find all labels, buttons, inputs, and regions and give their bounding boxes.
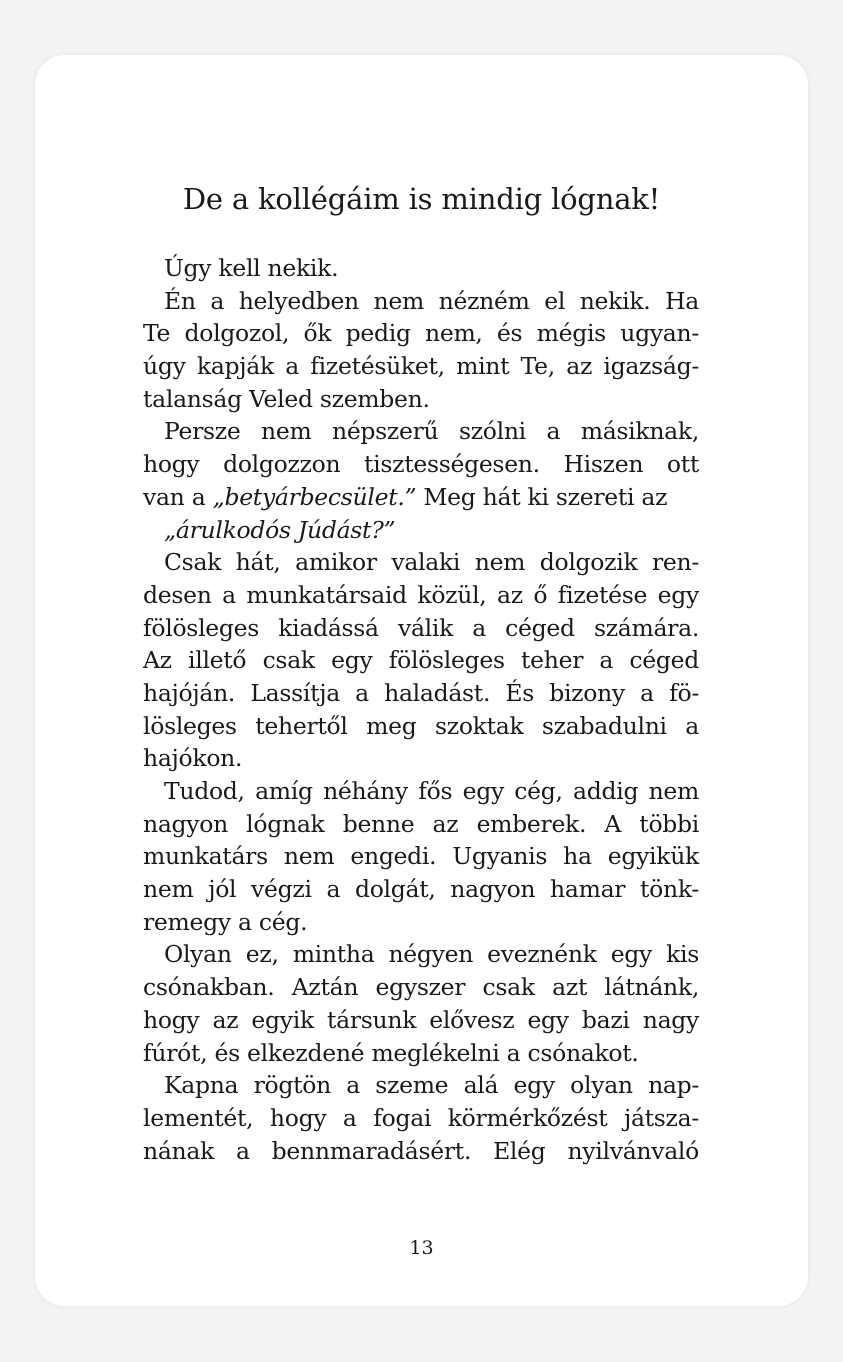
text-line: lösleges tehertől meg szoktak szabadulni a bbox=[143, 711, 699, 740]
text-line: Persze nem népszerű szólni a másiknak, bbox=[164, 417, 699, 446]
text-line: lementét, hogy a fogai körmérkőzést játsza- bbox=[143, 1103, 699, 1132]
text-line: fúrót, és elkezdené meglékelni a csónakot. bbox=[143, 1038, 639, 1067]
text-line: nem jól végzi a dolgát, nagyon hamar tönk- bbox=[143, 875, 699, 904]
text-line: Csak hát, amikor valaki nem dolgozik ren- bbox=[164, 548, 699, 577]
text-line: úgy kapják a fizetésüket, mint Te, az igazság- bbox=[143, 352, 699, 381]
text-line: Kapna rögtön a szeme alá egy olyan nap- bbox=[164, 1071, 699, 1100]
body-text bbox=[143, 252, 699, 1167]
text-line: Én a helyedben nem nézném el nekik. Ha bbox=[164, 286, 699, 315]
text-line: csónakban. Aztán egyszer csak azt látnánk, bbox=[143, 973, 699, 1002]
text-line: nának a bennmaradásért. Elég nyilvánvaló bbox=[143, 1136, 699, 1165]
text-line: Olyan ez, mintha négyen eveznénk egy kis bbox=[164, 940, 699, 969]
text-line: nagyon lógnak benne az emberek. A többi bbox=[143, 809, 699, 838]
quoted-term: „árulkodós Júdást?” bbox=[164, 515, 396, 544]
text-segment: van a bbox=[143, 482, 213, 511]
page-number: 13 bbox=[409, 1237, 434, 1259]
text-segment: Meg hát ki szereti az bbox=[416, 482, 668, 511]
text-line: Úgy kell nekik. bbox=[164, 254, 339, 282]
text-line: Te dolgozol, ők pedig nem, és mégis ugyan- bbox=[143, 319, 699, 348]
text-line: fölösleges kiadássá válik a céged számára. bbox=[143, 613, 699, 642]
text-line: remegy a cég. bbox=[143, 907, 308, 936]
text-line: hajókon. bbox=[143, 744, 243, 773]
text-line: hajóján. Lassítja a haladást. És bizony a fö- bbox=[143, 678, 699, 707]
text-line: talanság Veled szemben. bbox=[143, 384, 430, 413]
text-line-mixed bbox=[143, 481, 699, 514]
quoted-term: „betyárbecsület.” bbox=[212, 482, 417, 511]
text-line: Az illető csak egy fölösleges teher a céged bbox=[143, 646, 699, 675]
text-line: hogy az egyik társunk elővesz egy bazi nagy bbox=[143, 1005, 699, 1034]
text-line: Tudod, amíg néhány fős egy cég, addig nem bbox=[164, 777, 699, 805]
text-line: desen a munkatársaid közül, az ő fizetése egy bbox=[143, 580, 699, 609]
chapter-title: De a kollégáim is mindig lógnak! bbox=[182, 182, 661, 216]
text-line: munkatárs nem engedi. Ugyanis ha egyikük bbox=[143, 842, 699, 871]
text-line: hogy dolgozzon tisztességesen. Hiszen ott bbox=[143, 450, 699, 479]
